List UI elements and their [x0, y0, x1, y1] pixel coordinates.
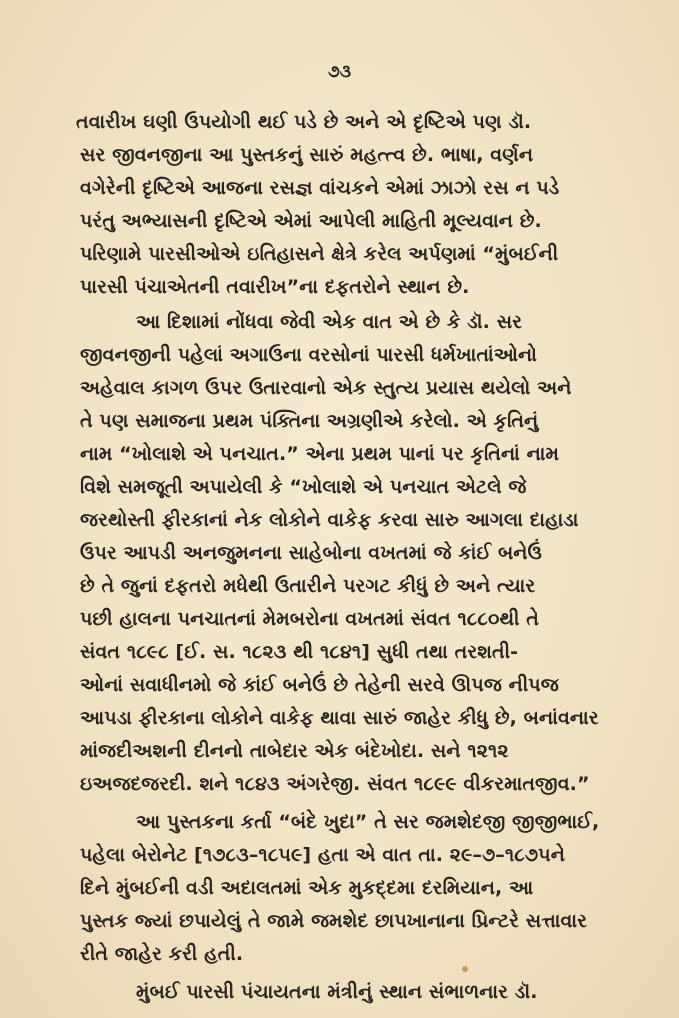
text-line: તે પણ સમાજના પ્રથમ પંક્તિના અગ્રણીએ કરેલો. એ કૃતિનું: [80, 410, 539, 432]
text-line: પછી હાલના પનચાતનાં મેમબરોના વખતમાં સંવત ૧૮૮૦થી તે: [80, 608, 540, 630]
text-line: છે તે જુનાં દફતરો મધેથી ઉતારીને પરગટ કીધું છે અને ત્યાર: [80, 575, 536, 597]
text-line: પરિણામે પારસીઓએ ઇતિહાસને ક્ષેત્રે કરેલ અર્પણમાં “મુંબઈની: [80, 243, 559, 265]
text-line: પારસી પંચાએતની તવારીખ”ના દફતરોને સ્થાન છે.: [80, 276, 470, 298]
text-line: નામ “ખોલાશે એ પનચાત.” એના પ્રથમ પાનાં પર કૃતિનાં નામ: [80, 443, 560, 465]
text-line: જીવનજીની પહેલાં અગાઉના વરસોનાં પારસી ધર્મખાતાંઓનો: [80, 344, 537, 366]
text-line: સર જીવનજીના આ પુસ્તકનું સારું મહત્ત્વ છે. ભાષા, વર્ણન: [80, 144, 534, 166]
text-line: ઓનાં સવાધીનમો જે કાંઈ બનેઉં છે તેહેની સરવે ઊપજ નીપજ: [80, 674, 559, 696]
text-line: ઇઅજદજરદી. શને ૧૮૪૩ અંગરેજી. સંવત ૧૮૯૯ વીકરમાતજીવ.”: [80, 773, 590, 795]
text-line: પરંતુ અભ્યાસની દૃષ્ટિએ એમાં આપેલી માહિતી મૂલ્યવાન છે.: [80, 210, 542, 232]
text-line: માંજદીઅશની દીનનો તાબેદાર એક બંદેખોદા. સને ૧૨૧૨: [80, 740, 509, 762]
text-line: પુસ્તક જ્યાં છપાયેલું તે જામે જમશેદ છાપખાનાના પ્રિન્ટરે સત્તાવાર: [80, 910, 588, 932]
text-line: વિશે સમજૂતી અપાયેલી કે “ખોલાશે એ પનચાત એટલે જે: [80, 476, 527, 498]
paragraph-start-line: મુંબઈ પારસી પંચાયતના મંત્રીનું સ્થાન સંભાળનાર ડૉ.: [136, 981, 538, 1003]
page-number: ૭૩: [327, 62, 352, 82]
text-line: અહેવાલ કાગળ ઉપર ઉતારવાનો એક સ્તુત્ય પ્રયાસ થયેલો અને: [80, 377, 572, 399]
text-line: વગેરેની દૃષ્ટિએ આજના રસજ્ઞ વાંચકને એમાં ઝાઝો રસ ન પડે: [80, 177, 560, 199]
text-line: સંવત ૧૮૯૮ [ઈ. સ. ૧૮૨૩ થી ૧૮૪૧] સુધી તથા તરશતી-: [80, 641, 519, 663]
text-line: આપડા ફીરકાના લોકોને વાકેફ થાવા સારું જાહેર કીધુ છે, બનાંવનાર: [80, 707, 599, 729]
paragraph-start-line: આ દિશામાં નોંધવા જેવી એક વાત એ છે કે ડૉ. સર: [136, 311, 523, 333]
text-line: રીતે જાહેર કરી હતી.: [80, 943, 244, 965]
text-line: તવારીખ ઘણી ઉપયોગી થઈ પડે છે અને એ દૃષ્ટિએ પણ ડૉ.: [76, 111, 532, 133]
paragraph-start-line: આ પુસ્તકના કર્તા “બંદે ખુદા” તે સર જમશેદજી જીજીભાઈ,: [136, 811, 600, 833]
text-line: દિને મુંબઈની વડી અદાલતમાં એક મુકદ્દમા દરમિયાન, આ: [80, 877, 534, 899]
text-line: પહેલા બેરોનેટ [૧૭૮૩–૧૮૫૯] હતા એ વાત તા. ૨૯–૭–૧૮૭૫ને: [80, 844, 565, 866]
paper-speck: [462, 966, 468, 972]
text-line: જરથોસ્તી ફીરકાનાં નેક લોકોને વાકેફ કરવા સારુ આગલા દાહાડા: [80, 509, 579, 531]
text-line: ઉપર આપડી અનજુમનના સાહેબોના વખતમાં જે કાંઈ બનેઉં: [80, 542, 543, 564]
